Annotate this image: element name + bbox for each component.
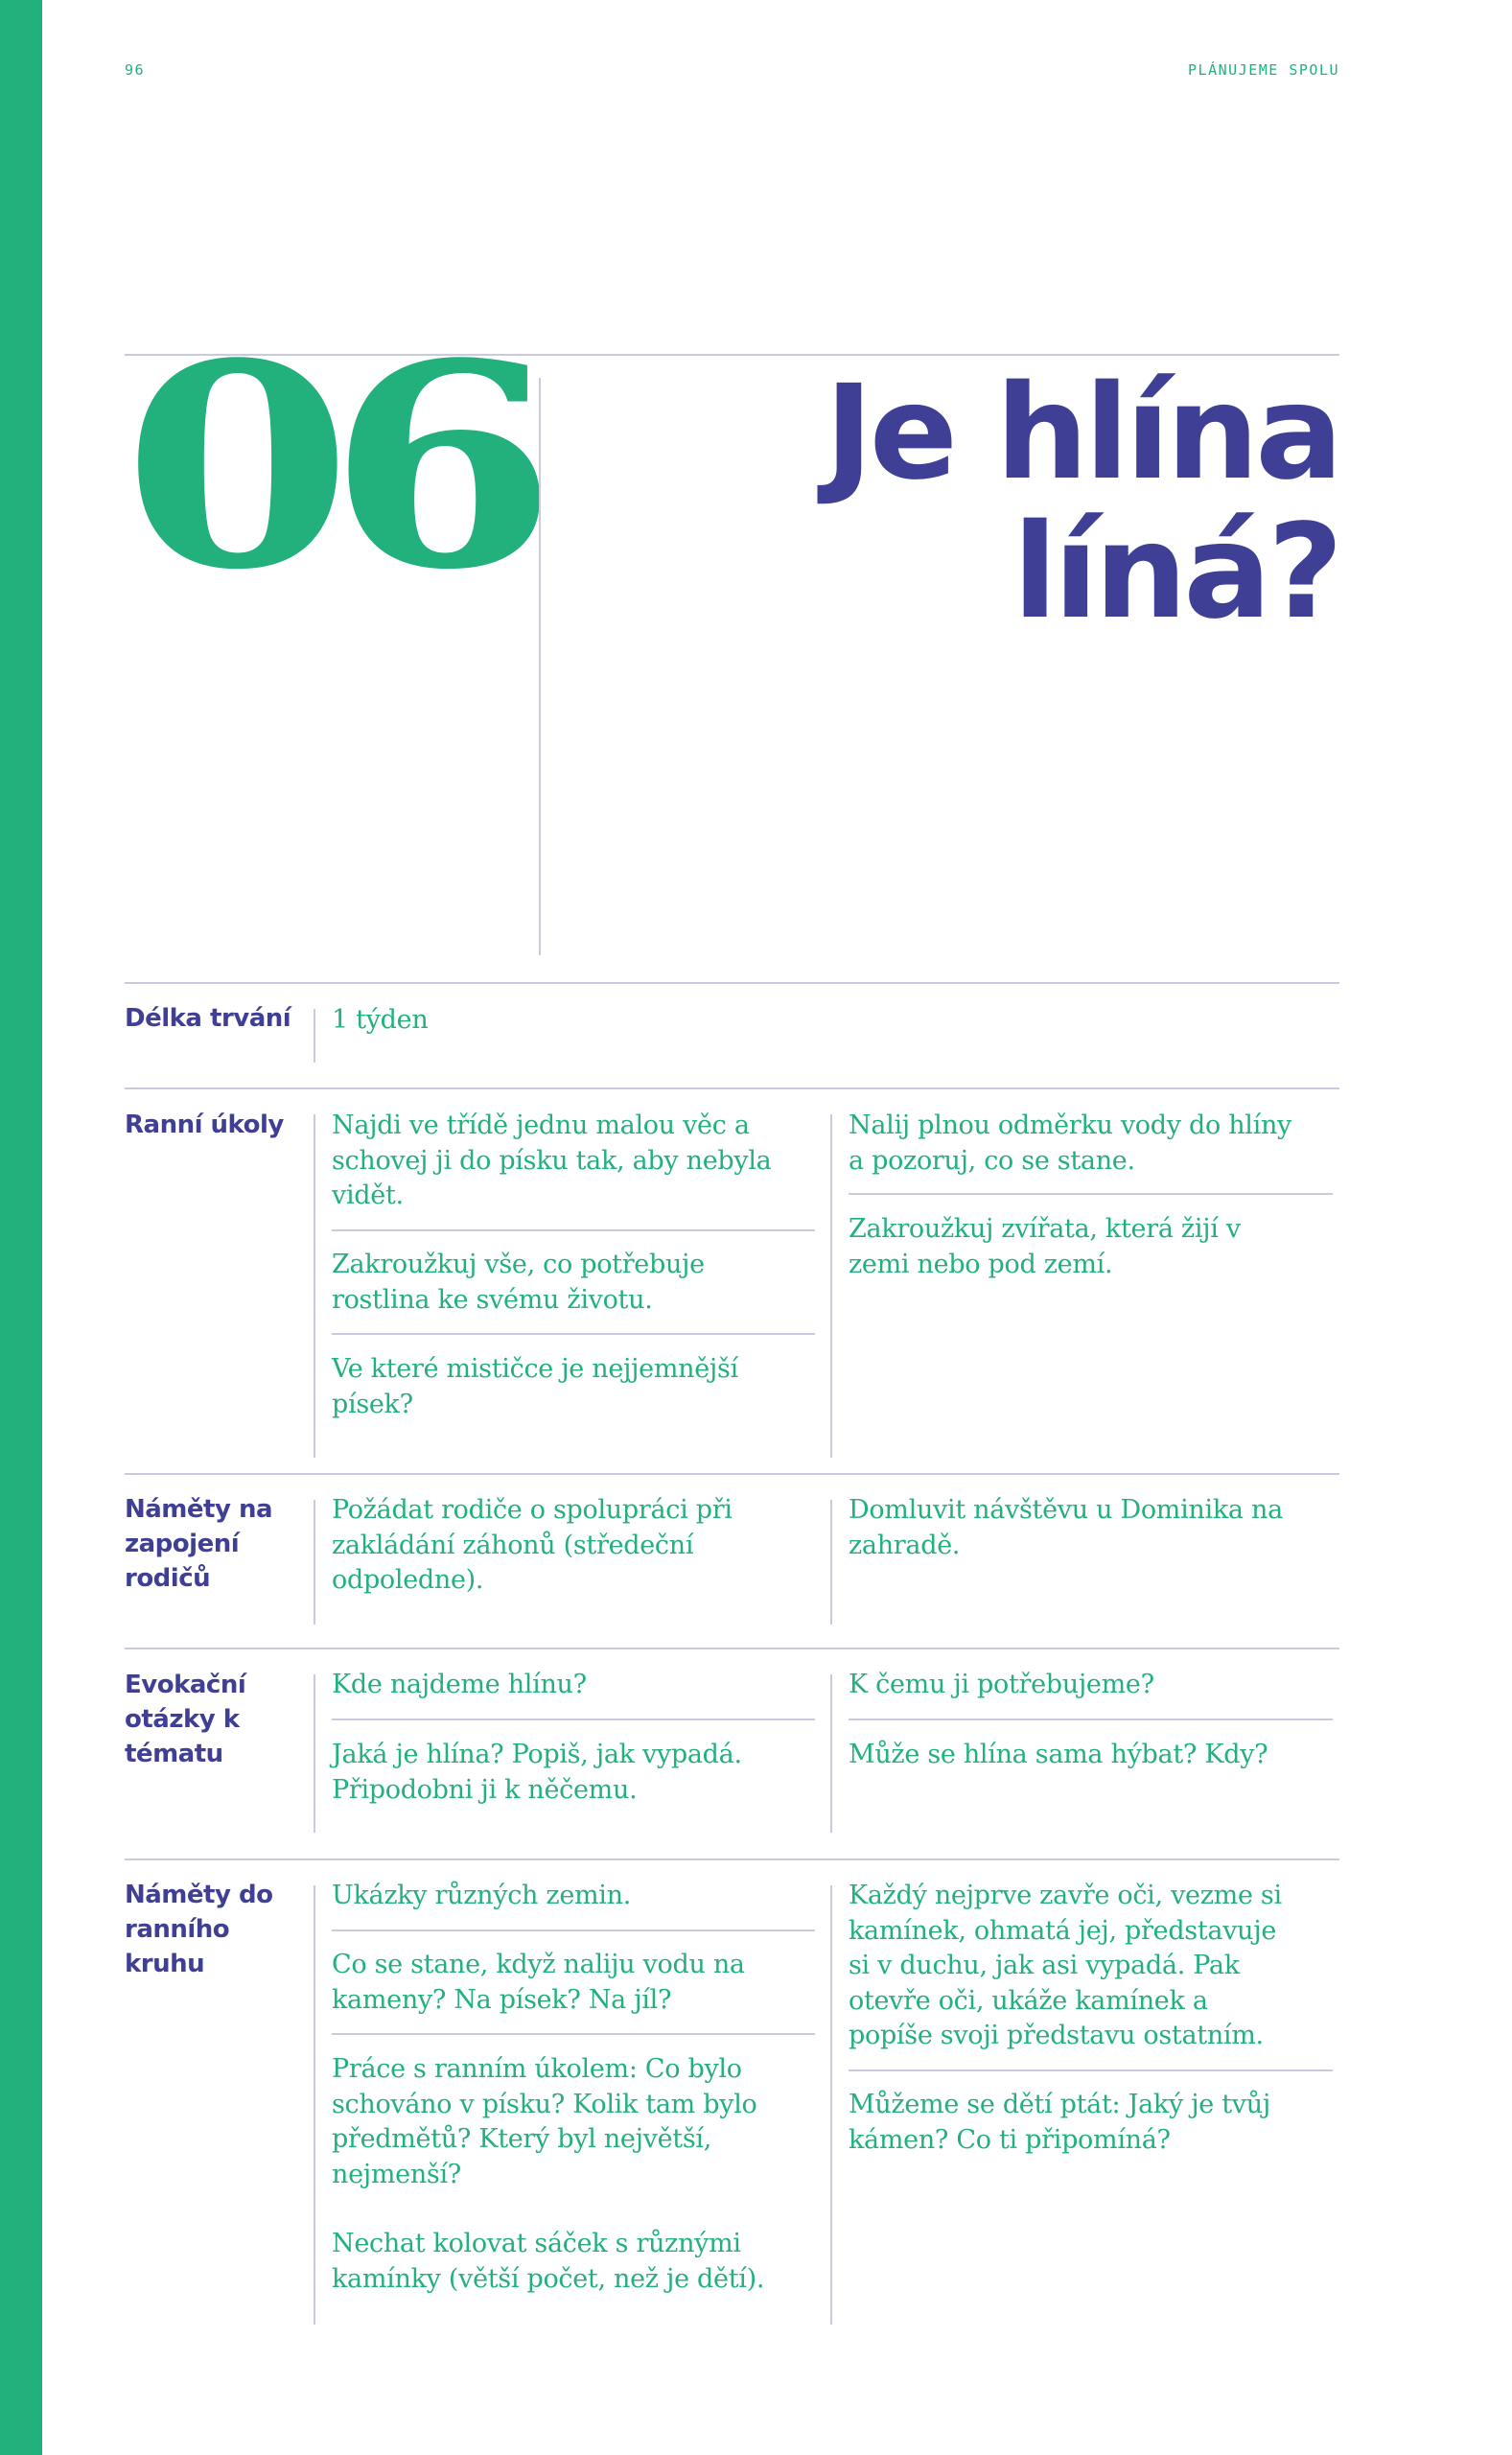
cell-rule bbox=[332, 1929, 815, 1931]
column-divider bbox=[830, 1114, 832, 1458]
cell-morning-circle: Práce s ranním úkolem: Co bylo schováno v písku? Kolik tam bylo předmětů? Který byl největší, nejmenší? bbox=[332, 2054, 757, 2189]
cell-rule bbox=[332, 2033, 815, 2035]
cell-rule bbox=[332, 1718, 815, 1720]
column-divider bbox=[830, 1500, 832, 1625]
chapter-title-line-1: Je hlína bbox=[825, 358, 1339, 509]
column-divider bbox=[314, 1674, 315, 1833]
cell-duration: 1 týden bbox=[332, 1005, 429, 1035]
chapter-title bbox=[649, 358, 1339, 648]
cell-morning-circle: Můžeme se dětí ptát: Jaký je tvůj kámen? Co ti připomíná? bbox=[849, 2090, 1270, 2155]
column-divider bbox=[314, 1009, 315, 1063]
cell-morning-circle: Každý nejprve zavře oči, vezme si kamínek, ohmatá jej, představuje si v duchu, jak asi vypadá. Pak otevře oči, ukáže kamínek a popíše svoji představu ostatním. bbox=[849, 1881, 1282, 2050]
row-rule bbox=[125, 1473, 1339, 1475]
column-divider bbox=[314, 1500, 315, 1625]
row-label-evocation: Evokační otázky k tématu bbox=[125, 1671, 246, 1768]
cell-morning-circle: Co se stane, když naliju vodu na kameny? Na písek? Na jíl? bbox=[332, 1950, 745, 2015]
cell-rule bbox=[849, 2069, 1333, 2071]
cell-evocation: Může se hlína sama hýbat? Kdy? bbox=[849, 1740, 1268, 1769]
row-rule bbox=[125, 982, 1339, 984]
page-number: 96 bbox=[125, 61, 146, 79]
column-divider bbox=[314, 1885, 315, 2325]
cell-parents: Domluvit návštěvu u Dominika na zahradě. bbox=[849, 1495, 1283, 1560]
cell-rule bbox=[332, 1229, 815, 1231]
cell-rule bbox=[849, 1718, 1333, 1720]
cell-morning-task: Nalij plnou odměrku vody do hlíny a pozoruj, co se stane. bbox=[849, 1111, 1291, 1176]
column-divider bbox=[314, 1114, 315, 1458]
row-rule bbox=[125, 1648, 1339, 1649]
cell-morning-task: Najdi ve třídě jednu malou věc a schovej ji do písku tak, aby nebyla vidět. bbox=[332, 1111, 772, 1210]
column-divider bbox=[830, 1674, 832, 1833]
chapter-title-line-2: líná? bbox=[1012, 497, 1339, 648]
row-label-duration: Délka trvání bbox=[125, 1004, 291, 1033]
row-rule bbox=[125, 1087, 1339, 1089]
row-label-parents: Náměty na zapojení rodičů bbox=[125, 1495, 273, 1593]
cell-evocation: K čemu ji potřebujeme? bbox=[849, 1670, 1154, 1699]
side-accent-bar bbox=[0, 0, 42, 2455]
cell-rule bbox=[332, 1333, 815, 1335]
cell-morning-circle: Nechat kolovat sáček s různými kamínky (větší počet, než je dětí). bbox=[332, 2229, 765, 2294]
cell-evocation: Kde najdeme hlínu? bbox=[332, 1670, 587, 1699]
chapter-divider bbox=[539, 378, 541, 955]
chapter-number: 06 bbox=[123, 302, 533, 631]
cell-morning-task: Zakroužkuj vše, co potřebuje rostlina ke svému životu. bbox=[332, 1250, 705, 1315]
cell-morning-task: Ve které mističce je nejjemnější písek? bbox=[332, 1354, 738, 1419]
cell-morning-task: Zakroužkuj zvířata, která žijí v zemi nebo pod zemí. bbox=[849, 1214, 1241, 1279]
cell-morning-circle: Ukázky různých zemin. bbox=[332, 1881, 632, 1910]
cell-rule bbox=[849, 1193, 1333, 1195]
row-rule bbox=[125, 1859, 1339, 1860]
cell-evocation: Jaká je hlína? Popiš, jak vypadá. Připodobni ji k něčemu. bbox=[332, 1740, 742, 1805]
row-label-morning-tasks: Ranní úkoly bbox=[125, 1111, 284, 1139]
page-header bbox=[125, 61, 1339, 81]
cell-parents: Požádat rodiče o spolupráci při zakládání záhonů (středeční odpoledne). bbox=[332, 1495, 733, 1595]
column-divider bbox=[830, 1885, 832, 2325]
running-head: PLÁNUJEME SPOLU bbox=[1188, 61, 1339, 79]
row-label-morning-circle: Náměty do ranního kruhu bbox=[125, 1881, 273, 1978]
